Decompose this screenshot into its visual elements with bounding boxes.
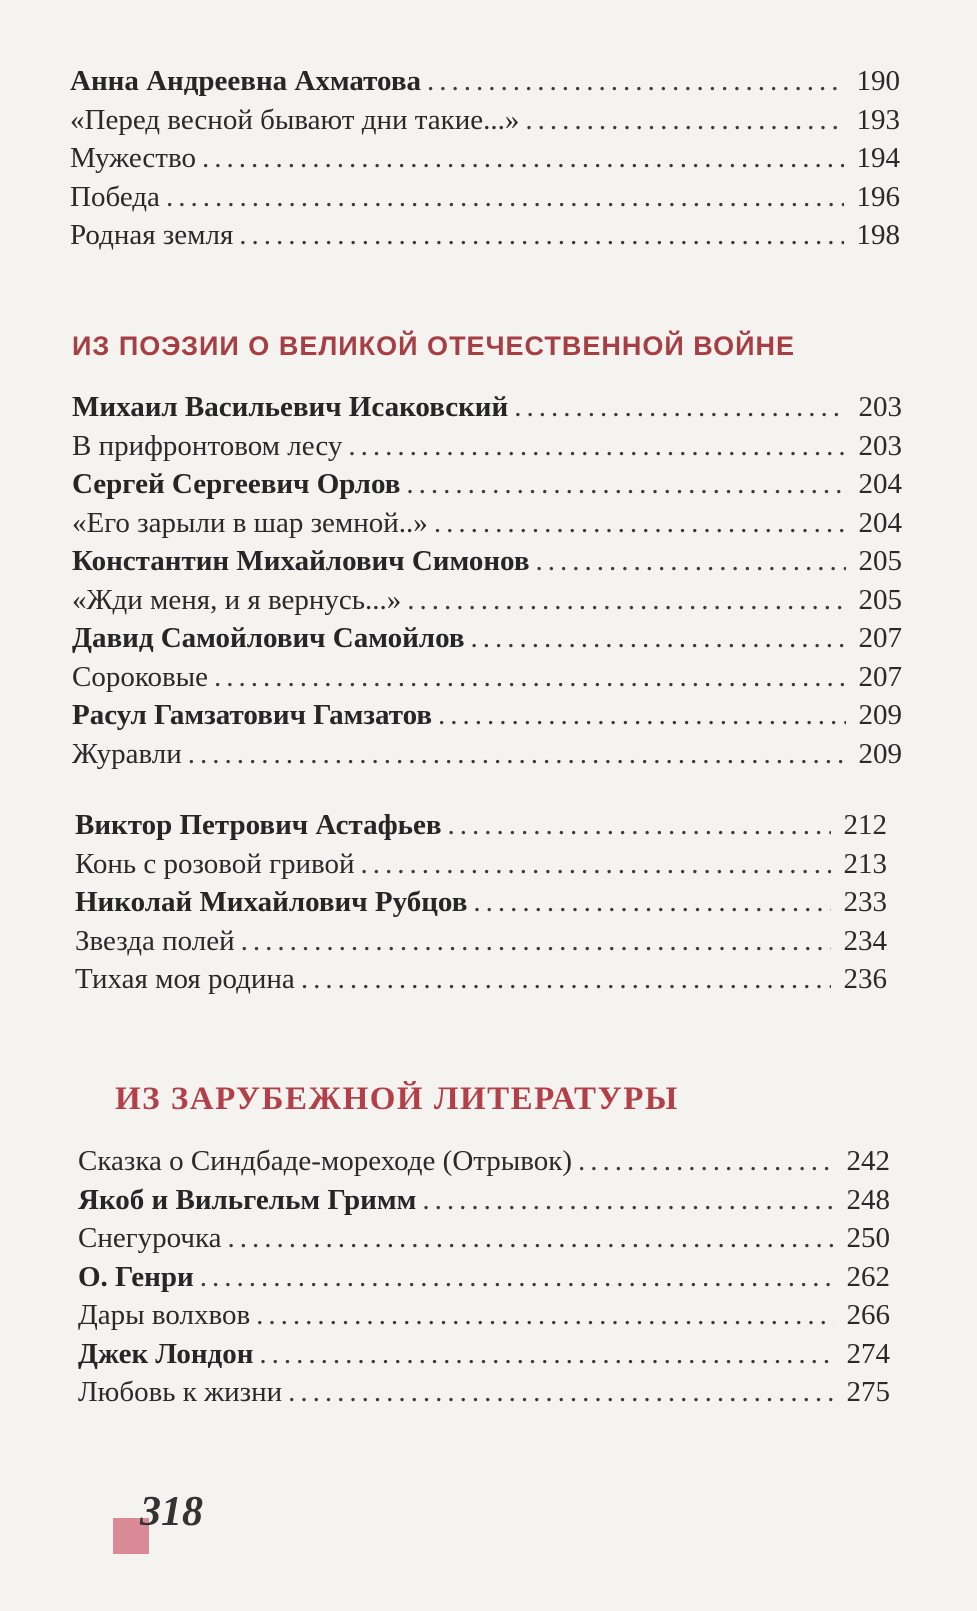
toc-entry-page: 209 <box>858 737 902 770</box>
toc-entry-page: 198 <box>856 219 900 251</box>
toc-entry-title: «Перед весной бывают дни такие...» <box>70 103 520 136</box>
toc-entry-title: Анна Андреевна Ахматова <box>70 65 421 97</box>
toc-group-akhmatova <box>70 62 900 255</box>
dot-leader <box>471 619 846 658</box>
dot-leader <box>525 101 844 140</box>
toc-entry-title: Конь с розовой гривой <box>75 847 355 880</box>
toc-entry-work <box>72 581 902 620</box>
toc-entry-page: 204 <box>858 468 902 500</box>
toc-entry-page: 190 <box>856 65 900 97</box>
toc-entry-title: Джек Лондон <box>78 1337 254 1370</box>
toc-entry-page: 205 <box>858 545 902 577</box>
toc-entry-page: 274 <box>846 1337 890 1370</box>
dot-leader <box>448 806 831 845</box>
toc-entry-page: 193 <box>856 103 900 136</box>
toc-entry-page: 209 <box>858 699 902 731</box>
dot-leader <box>288 1373 834 1412</box>
dot-leader <box>438 696 846 735</box>
toc-entry-page: 213 <box>843 847 887 880</box>
toc-entry-author <box>70 62 900 101</box>
toc-entry-page: 207 <box>858 660 902 693</box>
toc-entry-work <box>72 504 902 543</box>
toc-entry-page: 236 <box>843 963 887 995</box>
toc-entry-page: 212 <box>843 809 887 841</box>
toc-entry-title: Дары волхвов <box>78 1299 251 1331</box>
toc-entry-work <box>78 1296 890 1335</box>
toc-entry-page: 196 <box>856 180 900 213</box>
toc-entry-title: Мужество <box>70 142 196 174</box>
toc-entry-page: 203 <box>858 429 902 462</box>
toc-group-prose-poetry <box>75 806 887 999</box>
toc-entry-title: Звезда полей <box>75 924 235 957</box>
dot-leader <box>301 960 831 999</box>
toc-entry-work <box>75 922 887 961</box>
toc-entry-title: Сказка о Синдбаде-мореходе (Отрывок) <box>78 1145 573 1177</box>
toc-entry-work <box>72 427 902 466</box>
dot-leader <box>361 845 832 884</box>
dot-leader <box>200 1258 834 1297</box>
toc-entry-author <box>72 542 902 581</box>
toc-entry-title: Расул Гамзатович Гамзатов <box>72 699 433 731</box>
dot-leader <box>406 465 846 504</box>
toc-entry-page: 262 <box>846 1260 890 1293</box>
toc-entry-work <box>75 845 887 884</box>
toc-entry-author <box>78 1258 890 1297</box>
toc-entry-title: Сороковые <box>72 660 209 693</box>
dot-leader <box>536 542 847 581</box>
dot-leader <box>166 178 844 217</box>
section-heading-foreign-literature: ИЗ ЗАРУБЕЖНОЙ ЛИТЕРАТУРЫ <box>115 1081 679 1117</box>
dot-leader <box>259 1335 834 1374</box>
toc-entry-author <box>78 1335 890 1374</box>
dot-leader <box>434 504 846 543</box>
toc-entry-author <box>78 1181 890 1220</box>
toc-entry-page: 250 <box>846 1222 890 1254</box>
toc-entry-title: Михаил Васильевич Исаковский <box>72 391 509 423</box>
toc-entry-title: Николай Михайлович Рубцов <box>75 886 468 918</box>
toc-entry-title: О. Генри <box>78 1260 194 1293</box>
toc-entry-work <box>75 960 887 999</box>
toc-entry-page: 204 <box>858 506 902 539</box>
toc-entry-page: 205 <box>858 583 902 616</box>
section-heading-war-poetry: ИЗ ПОЭЗИИ О ВЕЛИКОЙ ОТЕЧЕСТВЕННОЙ ВОЙНЕ <box>72 331 796 361</box>
toc-entry-title: Победа <box>70 180 160 213</box>
toc-entry-title: Виктор Петрович Астафьев <box>75 809 442 841</box>
toc-entry-work <box>70 139 900 178</box>
toc-entry-title: В прифронтовом лесу <box>72 429 343 462</box>
toc-entry-page: 234 <box>843 924 887 957</box>
toc-entry-author <box>72 619 902 658</box>
toc-entry-work <box>72 735 902 774</box>
toc-entry-title: Журавли <box>72 737 182 770</box>
dot-leader <box>348 427 846 466</box>
toc-entry-author <box>72 696 902 735</box>
toc-entry-title: Давид Самойлович Самойлов <box>72 622 465 654</box>
toc-entry-work <box>70 216 900 255</box>
toc-entry-author <box>72 465 902 504</box>
dot-leader <box>239 216 844 255</box>
dot-leader <box>473 883 831 922</box>
toc-group-foreign-literature <box>78 1142 890 1412</box>
toc-entry-work <box>70 101 900 140</box>
dot-leader <box>228 1219 835 1258</box>
toc-entry-title: Родная земля <box>70 219 234 251</box>
toc-entry-work <box>78 1373 890 1412</box>
toc-entry-page: 233 <box>843 886 887 918</box>
toc-entry-title: Любовь к жизни <box>78 1376 283 1408</box>
toc-entry-work <box>78 1219 890 1258</box>
dot-leader <box>578 1142 834 1181</box>
toc-entry-page: 242 <box>846 1145 890 1177</box>
dot-leader <box>427 62 844 101</box>
toc-entry-page: 194 <box>856 142 900 174</box>
dot-leader <box>407 581 846 620</box>
toc-entry-author <box>75 806 887 845</box>
toc-entry-page: 248 <box>846 1183 890 1216</box>
toc-entry-title: Тихая моя родина <box>75 963 295 995</box>
toc-entry-title: Якоб и Вильгельм Гримм <box>78 1183 417 1216</box>
toc-entry-page: 266 <box>846 1299 890 1331</box>
toc-entry-work <box>70 178 900 217</box>
dot-leader <box>422 1181 834 1220</box>
dot-leader <box>202 139 844 178</box>
dot-leader <box>241 922 831 961</box>
toc-entry-title: «Его зарыли в шар земной..» <box>72 506 428 539</box>
toc-entry-work <box>78 1142 890 1181</box>
page-number: 318 <box>140 1489 203 1535</box>
toc-entry-title: Снегурочка <box>78 1222 222 1254</box>
toc-entry-page: 275 <box>846 1376 890 1408</box>
dot-leader <box>188 735 846 774</box>
toc-entry-title: «Жди меня, и я вернусь...» <box>72 583 402 616</box>
toc-group-war-poetry <box>72 388 902 773</box>
dot-leader <box>256 1296 834 1335</box>
dot-leader <box>514 388 846 427</box>
toc-entry-title: Сергей Сергеевич Орлов <box>72 468 401 500</box>
toc-entry-work <box>72 658 902 697</box>
dot-leader <box>214 658 846 697</box>
toc-entry-page: 203 <box>858 391 902 423</box>
toc-entry-title: Константин Михайлович Симонов <box>72 545 530 577</box>
toc-entry-author <box>75 883 887 922</box>
toc-entry-author <box>72 388 902 427</box>
toc-entry-page: 207 <box>858 622 902 654</box>
